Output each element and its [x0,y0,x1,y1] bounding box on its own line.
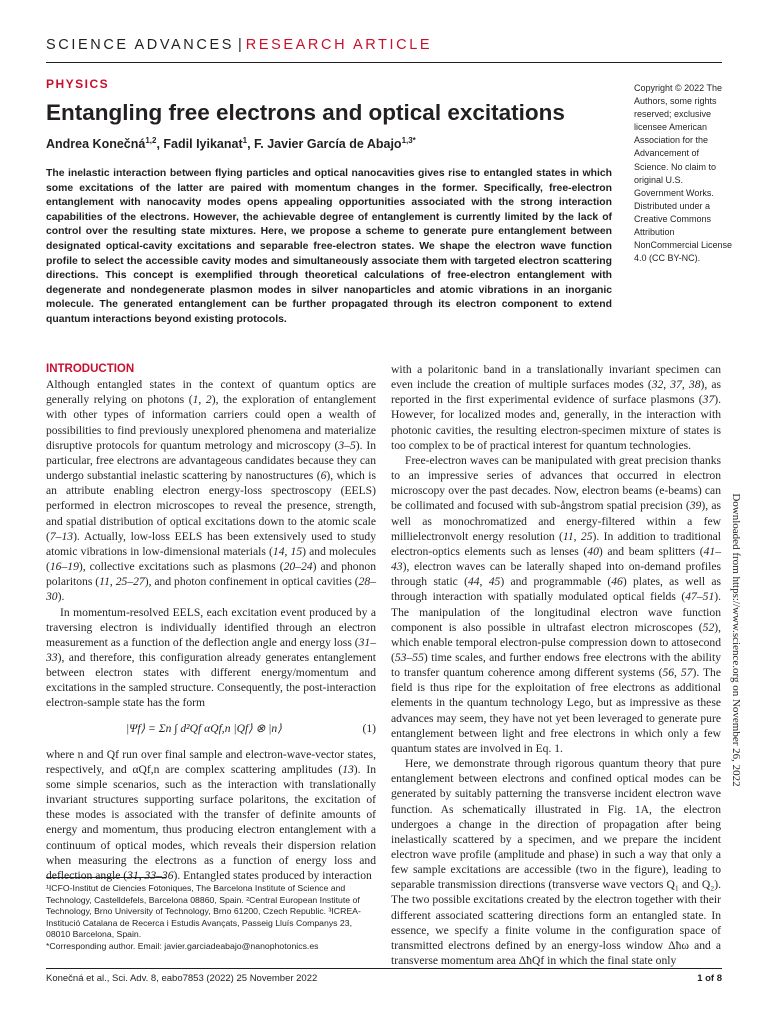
footnotes [46,883,376,953]
journal-name: SCIENCE ADVANCES [46,37,234,53]
paragraph-text: ), as reported in the first experimental evidence of surface plasmons ( [391,378,721,407]
author-list: Andrea Konečná$^{1,2}$, Fadil Iyikanat$^1$, F. Javier García de Abajo$^{1,3*}$ [46,136,416,152]
citation-link[interactable]: 40 [587,544,599,558]
author-name[interactable]: F. Javier García de Abajo [254,137,402,152]
citation-link[interactable]: 6 [320,469,327,483]
paragraph-text: ), and therefore, this configuration already generates entanglement between electron states with different energy/momentum and excitations in the sampled structure. Consequently, the post-interaction electron-sample state has the form [46,650,376,710]
article-title: Entangling free electrons and optical excitations [46,100,565,125]
paragraph-text: , [198,393,206,407]
citation-link[interactable]: 45 [488,575,501,589]
body-paragraph [391,362,721,453]
citation-link[interactable]: 14 [272,544,285,558]
author-affiliation: 1 [242,136,248,145]
body-paragraph [46,747,376,883]
paragraph-text: ). In particular, free electrons are advantageous candidates because they can undergo substantial inelastic scattering by nanostructures ( [46,438,376,483]
body-paragraph [46,377,376,604]
citation-link[interactable]: 11 [562,529,574,543]
paragraph-text: In momentum-resolved EELS, each excitation event produced by a traversing electron is individually identified through an electron measurement as a function of the deflection angle and energy loss ( [46,605,376,649]
equation-1 [46,711,376,747]
author-name[interactable]: Fadil Iyikanat [163,137,243,152]
paragraph-text: , [674,666,681,680]
paragraph-text: , [663,378,671,392]
paragraph-text: Although entangled states in the context of quantum optics are generally relying on photons ( [46,378,376,407]
citation-link[interactable]: 11 [99,575,110,589]
citation-link[interactable]: 44 [467,575,480,589]
paragraph-text: ). Actually, low-loss EELS has been extensively used to study atomic vibrations in low-dimensional materials ( [46,529,376,558]
paragraph-text: with a polaritonic band in a translationally invariant specimen can even include the creation of multiple surfaces modes ( [391,363,721,392]
citation-link[interactable]: 39 [689,499,702,513]
abstract: The inelastic interaction between flying particles and optical nanocavities gives rise to entangled states in which some excitations of the latter are paired with momentum changes in the former. Specifically, free-electron entanglement with nanocavity modes opens appealing opportunities associated with the strong interaction capabilities of the electrons. However, the achievable degree of entanglement is currently limited by the lack of control over the resulting state mixtures. Here, we propose a scheme to generate pure entanglement between designated optical-cavity excitations and separable free-electron states. We shape the electron wave function profile to select the accessible cavity modes and simultaneously associate them with targeted electron scattering directions. This concept is exemplified through theoretical calculations of free-electron entanglement with degenerate and nondegenerate plasmon modes in silver nanoparticles and atomic vibrations in an inorganic molecule. The generated entanglement can be further propagated through its electron component to extend quantum interactions beyond existing protocols. [46,168,612,325]
right-column [391,362,721,968]
introduction-heading: INTRODUCTION [46,363,135,375]
footer-rule [46,968,722,969]
page-number: 1 of 8 [697,973,722,984]
paragraph-text: ). In some simple scenarios, such as the interaction with translationally invariant structures supporting surface polaritons, the excitation of these modes is associated with the transfer of definite amounts of energy and momentum, thus producing electron entanglement with a continuum of optical modes, which reveals their dispersion relation when measuring the electrons as a function of energy loss and deflection angle ( [46,762,376,882]
author-name[interactable]: Andrea Konečná [46,137,146,152]
paragraph-text: ) and molecules ( [46,544,376,574]
paragraph-text: , [109,575,116,589]
citation-link[interactable]: 2 [205,393,212,407]
paragraph-text: ). The manipulation of the longitudinal electron wave function component is also possible in ultrafast electron microscopes ( [391,590,721,634]
left-column [46,362,376,883]
paragraph-text: ), the exploration of entanglement with other types of information carriers could open a wealth of possibilities to find previously unexplored phenomena and materialize disruptive protocols for quantum metrology and microscopy ( [46,393,376,452]
citation-link[interactable]: 20–24 [283,560,313,574]
body-paragraph [391,453,721,756]
paragraph-text: ), electron waves can be laterally shaped into on-demand profiles through static ( [391,560,721,589]
equation-number: (1) [362,722,376,736]
citation-link[interactable]: 52 [702,620,715,634]
paragraph-text: , [479,575,489,589]
citation-link[interactable]: 46 [611,575,623,589]
citation-link[interactable]: 32 [651,378,664,392]
copyright-notice: Copyright © 2022 The Authors, some rights reserved; exclusive licensee American Association for the Advancement of Science. No claim to original U.S. Government Works. Distributed under a Creative Commons Attribution NonCommercial License 4.0 (CC BY-NC). [634,83,733,264]
paragraph-text: ) and beam splitters ( [598,544,704,558]
header-rule [46,62,722,63]
paragraph-text: ). In addition to traditional electron-optics elements such as lenses ( [391,529,721,558]
paragraph-text: Free-electron waves can be manipulated with great precision thanks to an impressive series of advances that occurred in electron microscopy over the past decades. Now, electron beams (e-beams) can be collimated and focused with sub-ångstrom spatial precision ( [391,453,721,513]
citation-link[interactable]: 37 [702,393,715,407]
citation-link[interactable]: 7–13 [49,529,74,543]
affiliations-footnote: ¹ICFO-Institut de Ciencies Fotoniques, The Barcelona Institute of Science and Technology, Castelldefels, Barcelona 08860, Spain. ²Central European Institute of Technology, Brno University of Technology, Brno 61200, Czech Republic. ³ICREA-Institució Catalana de Recerca i Estudis Avançats, Passeig Lluís Companys 23, 08010 Barcelona, Spain. [46,883,361,940]
author-affiliation: 1,3* [401,136,416,145]
citation-link[interactable]: 37 [670,378,682,392]
download-side-note-text[interactable]: Downloaded from https://www.science.org on November 26, 2022 [730,493,742,787]
footnote-rule [46,877,166,878]
paragraph-text: ), as well as monochromatized and energy-filtered within a few millielectronvolt energy resolution ( [391,499,721,543]
paragraph-text: ) time scales, and further endows free electrons with the ability to transfer quantum coherence among different systems ( [391,650,721,680]
citation-link[interactable]: 57 [680,666,693,680]
paragraph-text: ) and phonon polaritons ( [46,560,376,589]
body-paragraph [391,756,721,968]
paragraph-text: ). Entangled states produced by interaction [173,868,372,882]
paragraph-text: ), which is an attribute enabling electron energy-loss spectroscopy (EELS) performed in electron microscopes to reveal the presence, strength, and spatial distribution of optical excitations down to the atomic scale ( [46,469,376,543]
paragraph-text: , [573,529,581,543]
paragraph-text: ) and programmable ( [500,575,612,589]
paragraph-text: , [681,378,689,392]
citation-link[interactable]: 16–19 [49,560,79,574]
citation-link[interactable]: 25 [580,529,593,543]
paragraph-text: , [138,868,145,882]
journal-header [46,37,432,57]
citation-link[interactable]: 33–36 [144,868,174,882]
section-label: PHYSICS [46,77,110,91]
author-affiliation: 1,2 [145,136,157,145]
paragraph-text: ), and photon confinement in optical cavities ( [144,575,359,589]
article-type: RESEARCH ARTICLE [245,37,433,53]
citation-link[interactable]: 3–5 [338,438,356,452]
header-separator: | [237,37,242,53]
paragraph-text: where n and Qf run over final sample and electron-wave-vector states, respectively, and αQf,n are complex scattering amplitudes ( [46,747,376,776]
paragraph-text: ) plates, as well as through interaction with spatially modulated optical fields ( [391,575,722,604]
paragraph-text: Here, we demonstrate through rigorous quantum theory that pure entanglement between electrons and confined optical modes can be generated by suitably patterning the transverse incident electron wave function. As schematically illustrated in Fig. 1A, the electron undergoes a change in the direction of propagation after being inelastically scattered by a specimen, and we prepare the incident electron wave profile (amplitude and phase) in such a way that only a few sample excitations are accessible (two in the figure), leading to separable transmission directions (transverse wave vectors Q₁ and Q₂). The two possible excitations created by the electron together with their different associated scattering directions form an entangled state. In essence, we specify a finite volume in the configuration space of transmitted electrons defined by an energy-loss window Δħω and a transverse momentum area ΔħQf in which the final state only [391,757,721,968]
citation-link[interactable]: 56 [662,666,675,680]
footer-citation: Konečná et al., Sci. Adv. 8, eabo7853 (2022) 25 November 2022 [46,973,318,984]
paragraph-text: ). [57,590,65,604]
corresponding-author-footnote: *Corresponding author. Email: javier.garciadeabajo@nanophotonics.es [46,940,319,951]
citation-link[interactable]: 25–27 [115,575,145,589]
equation-body: |Ψf⟩ = Σn ∫ d²Qf αQf,n |Qf⟩ ⊗ |n⟩ [126,722,282,736]
paragraph-text: ). The field is thus ripe for the exploitation of free electrons as additional elements in the quantum technology Lego, but as impressive as these advances may seem, they have not yet been leveraged to generate pure entanglement between light and free electrons in which only a few quantum states are involved in Eq. 1. [391,666,721,755]
citation-link[interactable]: 28–30 [46,575,377,604]
citation-link[interactable]: 53–55 [394,650,424,664]
citation-link[interactable]: 31–33 [46,635,376,664]
citation-link[interactable]: 47–51 [685,590,715,604]
citation-link[interactable]: 31 [127,868,139,882]
paragraph-text: ), which enable temporal electron-pulse compression down to attosecond ( [391,620,721,664]
paragraph-text: ), collective excitations such as plasmons ( [78,560,284,574]
download-side-note [728,470,744,810]
body-paragraph [46,605,376,711]
paragraph-text: ). However, for localized modes and, generally, in the interaction with photonic cavities, the resulting electron-specimen mixture of states is too complex to be of practical interest for quantum technologies. [391,393,721,452]
paragraph-text: , [284,544,291,558]
citation-link[interactable]: 13 [342,762,354,776]
citation-link[interactable]: 38 [688,378,701,392]
citation-link[interactable]: 15 [290,544,303,558]
citation-link[interactable]: 41–43 [391,544,721,574]
citation-link[interactable]: 1 [192,393,199,407]
